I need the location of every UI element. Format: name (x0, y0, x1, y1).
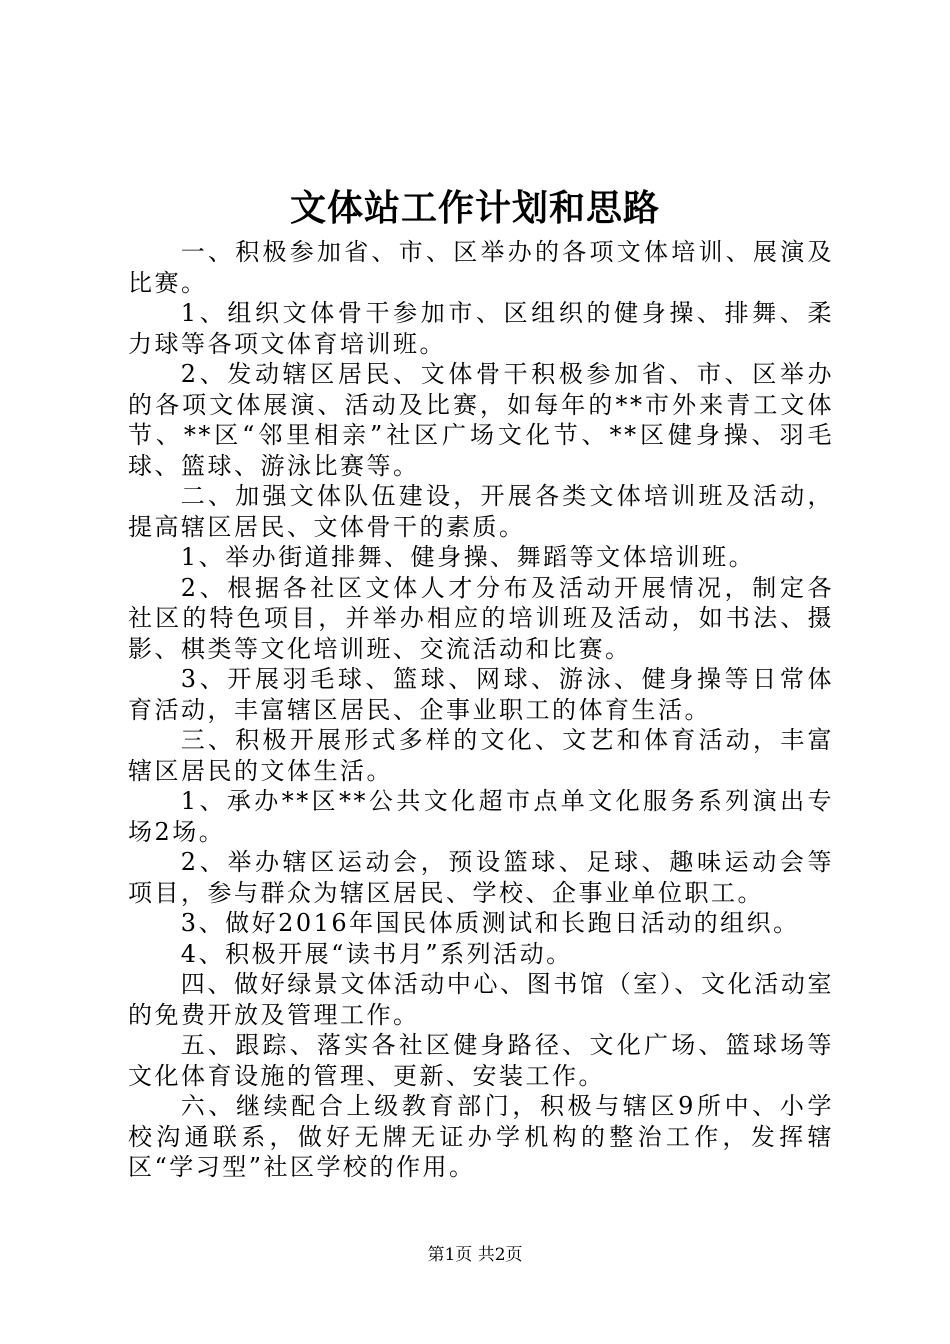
paragraph: 3、做好2016年国民体质测试和长跑日活动的组织。 (180, 909, 800, 937)
paragraph: 2、发动辖区居民、文体骨干积极参加省、市、区举办的各项文体展演、活动及比赛，如每年的**市外来青工文体节、**区“邻里相亲”社区广场文化节、**区健身操、羽毛球、篮球、游泳比赛等。 (128, 360, 834, 480)
paragraph: 六、继续配合上级教育部门，积极与辖区9所中、小学校沟通联系，做好无牌无证办学机构的整治工作，发挥辖区“学习型”社区学校的作用。 (128, 1092, 834, 1181)
paragraph: 4、积极开展“读书月”系列活动。 (180, 939, 573, 968)
document-title: 文体站工作计划和思路 (289, 187, 660, 229)
paragraph: 2、举办辖区运动会，预设篮球、足球、趣味运动会等项目，参与群众为辖区居民、学校、企事业单位职工。 (128, 848, 834, 907)
paragraph: 一、积极参加省、市、区举办的各项文体培训、展演及比赛。 (128, 238, 834, 297)
paragraph: 2、根据各社区文体人才分布及活动开展情况，制定各社区的特色项目，并举办相应的培训班及活动，如书法、摄影、棋类等文化培训班、交流活动和比赛。 (128, 573, 834, 663)
paragraph: 3、开展羽毛球、篮球、网球、游泳、健身操等日常体育活动，丰富辖区居民、企事业职工的体育生活。 (128, 665, 834, 724)
document-body (128, 237, 834, 1183)
paragraph: 五、跟踪、落实各社区健身路径、文化广场、篮球场等文化体育设施的管理、更新、安装工作。 (128, 1031, 834, 1090)
paragraph: 四、做好绿景文体活动中心、图书馆（室）、文化活动室的免费开放及管理工作。 (128, 970, 834, 1029)
paragraph: 1、组织文体骨干参加市、区组织的健身操、排舞、柔力球等各项文体育培训班。 (128, 299, 834, 358)
paragraph: 三、积极开展形式多样的文化、文艺和体育活动，丰富辖区居民的文体生活。 (128, 726, 834, 785)
paragraph: 1、承办**区**公共文化超市点单文化服务系列演出专场2场。 (128, 787, 834, 846)
page-footer: 第1页 共2页 (427, 1245, 523, 1265)
paragraph: 二、加强文体队伍建设，开展各类文体培训班及活动，提高辖区居民、文体骨干的素质。 (128, 482, 834, 541)
paragraph: 1、举办街道排舞、健身操、舞蹈等文体培训班。 (180, 543, 756, 571)
